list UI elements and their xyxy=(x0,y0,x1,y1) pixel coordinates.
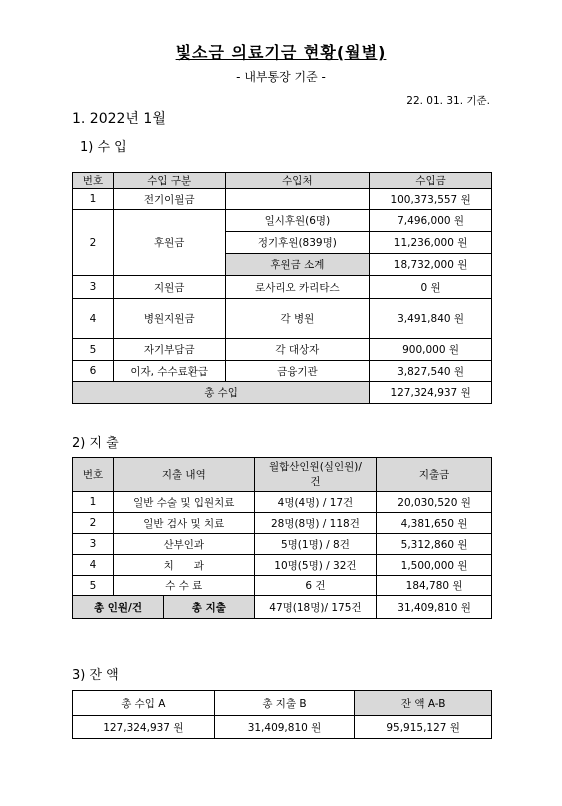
expense-total-row xyxy=(73,596,492,619)
table-row: 5 수 수 료 6 건 184,780 원 xyxy=(73,576,492,596)
table-row: 6 이자, 수수료환급 금융기관 3,827,540 원 xyxy=(73,361,492,382)
page-title: 빛소금 의료기금 현황(월별) xyxy=(175,43,387,62)
expense-header-row xyxy=(73,458,492,492)
col-item: 지출 내역 xyxy=(113,458,254,492)
col-balance: 잔 액 A-B xyxy=(355,691,492,716)
income-table xyxy=(72,172,492,404)
table-row: 4 치 과 10명(5명) / 32건 1,500,000 원 xyxy=(73,555,492,576)
table-row: 4 병원지원금 각 병원 3,491,840 원 xyxy=(73,299,492,339)
table-row: 3 지원금 로사리오 카리타스 0 원 xyxy=(73,276,492,299)
income-total-label: 총 수입 xyxy=(73,382,370,404)
expense-heading: 2) 지 출 xyxy=(72,436,119,451)
income-total-row xyxy=(73,382,492,404)
table-row: 5 자기부담금 각 대상자 900,000 원 xyxy=(73,339,492,361)
table-row xyxy=(73,716,492,739)
income-total: 127,324,937 원 xyxy=(370,382,492,404)
expense-total-label: 총 지출 xyxy=(164,596,254,618)
balance-table xyxy=(72,690,492,739)
page-subtitle: - 내부통장 기준 - xyxy=(236,70,326,84)
table-row: 후원금 소계 18,732,000 원 xyxy=(73,254,492,276)
expense-total-count: 47명(18명)/ 175건 xyxy=(254,596,377,619)
col-total-expense: 총 지출 B xyxy=(214,691,355,716)
col-count: 월합산인원(실인원)/ 건 xyxy=(254,458,377,492)
expense-table xyxy=(72,457,492,619)
table-row: 2 일반 검사 및 치료 28명(8명) / 118건 4,381,650 원 xyxy=(73,513,492,534)
col-no: 번호 xyxy=(73,173,114,189)
balance-header-row xyxy=(73,691,492,716)
col-category: 수입 구분 xyxy=(113,173,225,189)
table-row: 정기후원(839명) 11,236,000 원 xyxy=(73,232,492,254)
income-header-row xyxy=(73,173,492,189)
total-people-label: 총 인원/건 xyxy=(73,596,164,618)
table-row: 3 산부인과 5명(1명) / 8건 5,312,860 원 xyxy=(73,534,492,555)
col-amount: 수입금 xyxy=(370,173,492,189)
base-date: 22. 01. 31. 기준. xyxy=(406,95,490,107)
col-total-income: 총 수입 A xyxy=(73,691,215,716)
col-amount: 지출금 xyxy=(377,458,492,492)
col-no: 번호 xyxy=(73,458,114,492)
balance-expense: 31,409,810 원 xyxy=(214,716,355,739)
col-source: 수입처 xyxy=(225,173,370,189)
expense-total: 31,409,810 원 xyxy=(377,596,492,619)
balance-remaining: 95,915,127 원 xyxy=(355,716,492,739)
table-row: 1 일반 수술 및 입원치료 4명(4명) / 17건 20,030,520 원 xyxy=(73,492,492,513)
table-row: 1 전기이월금 100,373,557 원 xyxy=(73,189,492,210)
table-row: 2 후원금 일시후원(6명) 7,496,000 원 xyxy=(73,210,492,232)
balance-heading: 3) 잔 액 xyxy=(72,668,119,683)
section-heading: 1. 2022년 1월 xyxy=(72,111,166,127)
income-heading: 1) 수 입 xyxy=(80,140,127,155)
balance-income: 127,324,937 원 xyxy=(73,716,215,739)
